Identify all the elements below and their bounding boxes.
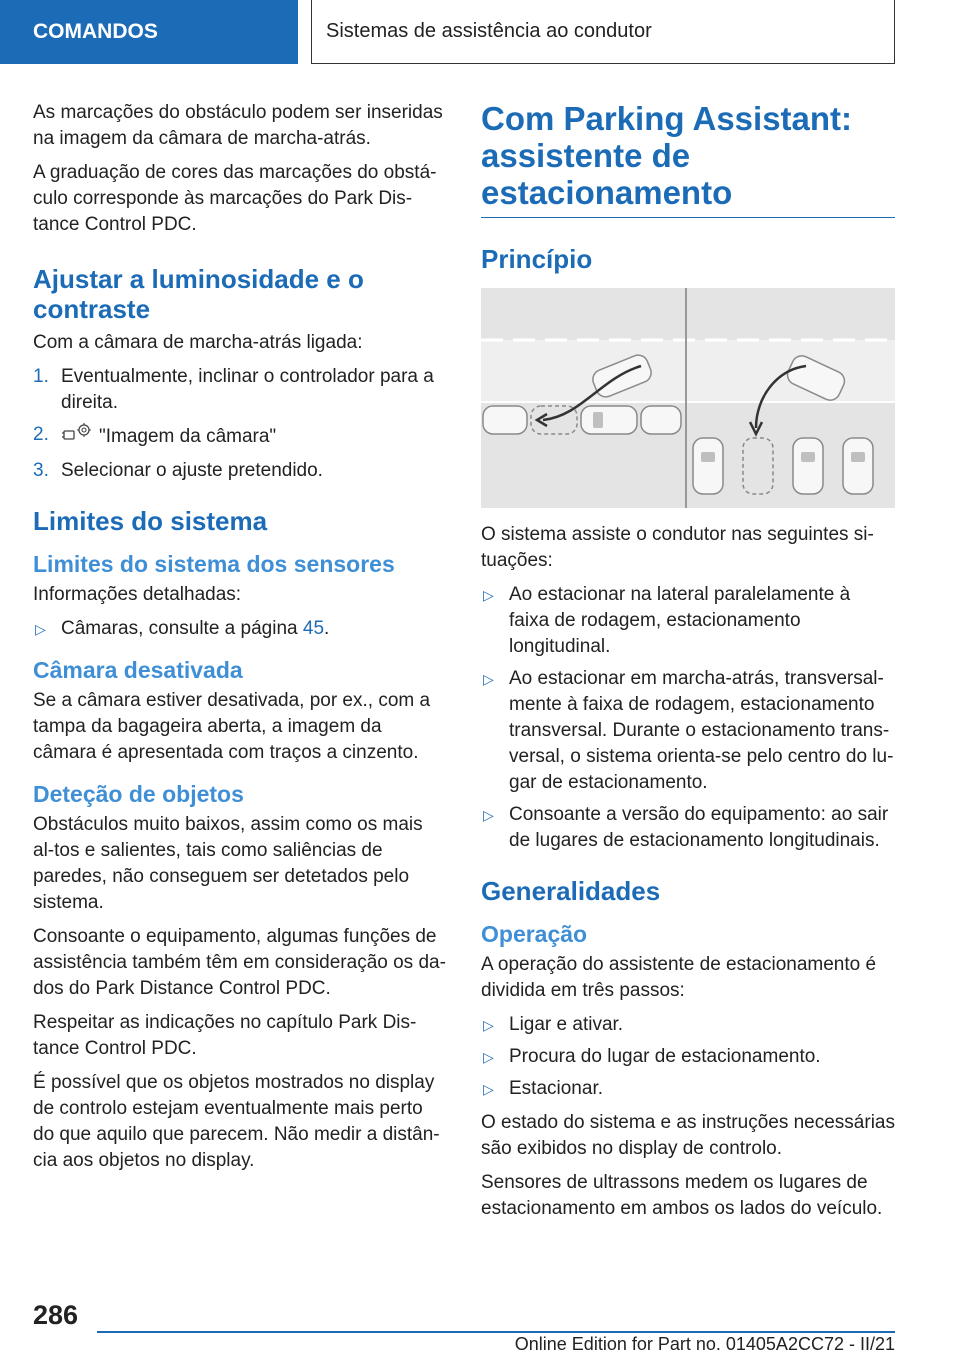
list-item	[481, 666, 895, 796]
paragraph: Com a câmara de marcha-atrás ligada:	[33, 332, 363, 353]
list-item	[481, 1044, 895, 1070]
footer-edition: Online Edition for Part no. 01405A2CC72 - II/21	[514, 1334, 895, 1354]
bullet-list	[481, 582, 895, 854]
list-item	[33, 458, 447, 484]
heading-sensor-limits: Limites do sistema dos sensores	[33, 551, 395, 577]
paragraph: Respeitar as indicações no capítulo Park Dis-tance Control PDC.	[33, 1012, 417, 1059]
paragraph: Informações detalhadas:	[33, 584, 242, 605]
main-heading: Com Parking Assistant: assistente de estacionamento	[481, 100, 895, 218]
list-item	[33, 364, 447, 416]
section-tab: COMANDOS	[0, 0, 298, 64]
heading-system-limits: Limites do sistema	[33, 506, 268, 536]
bullet-text-end: .	[324, 618, 330, 639]
triangle-bullet-icon: ▷	[483, 587, 494, 603]
step-number: 2.	[33, 424, 49, 445]
triangle-bullet-icon: ▷	[483, 1017, 494, 1033]
triangle-bullet-icon: ▷	[483, 807, 494, 823]
heading-general: Generalidades	[481, 876, 661, 906]
page-number: 286	[33, 1300, 79, 1330]
triangle-bullet-icon: ▷	[483, 1049, 494, 1065]
camera-icon	[61, 422, 93, 452]
bullet-text: Câmaras, consulte a página	[61, 618, 298, 639]
paragraph: Se a câmara estiver desativada, por ex., com a tampa da bagageira aberta, a imagem da câmara é apresentada com traços a cinzento.	[33, 690, 431, 763]
list-item	[33, 616, 447, 642]
list-item	[33, 422, 447, 452]
triangle-bullet-icon: ▷	[483, 1081, 494, 1097]
parking-illustration	[481, 288, 895, 508]
right-column	[481, 100, 895, 1230]
left-column	[33, 100, 447, 1182]
step-text: Eventualmente, inclinar o controlador para a direita.	[61, 366, 434, 413]
bullet-text: Procura do lugar de estacionamento.	[509, 1046, 821, 1067]
list-item	[481, 802, 895, 854]
paragraph: O sistema assiste o condutor nas seguintes si-tuações:	[481, 524, 874, 571]
page-link[interactable]: 45	[302, 618, 325, 639]
footer-divider	[97, 1331, 895, 1333]
heading-object-detection: Deteção de objetos	[33, 781, 244, 807]
triangle-bullet-icon: ▷	[483, 671, 494, 687]
bullet-list	[481, 1012, 895, 1102]
paragraph: A graduação de cores das marcações do obstá-culo corresponde às marcações do Park Dis-tance Control PDC.	[33, 162, 437, 235]
paragraph: Obstáculos muito baixos, assim como os mais al-tos e salientes, tais como saliências de paredes, não conseguem ser detetados pelo sistema.	[33, 814, 423, 913]
list-item	[481, 1012, 895, 1038]
paragraph: O estado do sistema e as instruções necessárias são exibidos no display de controlo.	[481, 1112, 895, 1159]
bullet-list	[33, 616, 447, 642]
paragraph: É possível que os objetos mostrados no display de controlo estejam eventualmente mais perto do que aquilo que parecem. Não medir a distân-cia aos objetos no display.	[33, 1072, 440, 1171]
bullet-text: Consoante a versão do equipamento: ao sair de lugares de estacionamento longitudinais.	[509, 804, 889, 851]
paragraph: Sensores de ultrassons medem os lugares de estacionamento em ambos os lados do veículo.	[481, 1172, 883, 1219]
bullet-text: Estacionar.	[509, 1078, 603, 1099]
chapter-title: Sistemas de assistência ao condutor	[311, 0, 895, 64]
step-text: "Imagem da câmara"	[99, 426, 277, 448]
step-number: 1.	[33, 366, 49, 387]
bullet-text: Ao estacionar na lateral paralelamente à faixa de rodagem, estacionamento longitudinal.	[509, 584, 851, 657]
step-number: 3.	[33, 460, 49, 481]
triangle-bullet-icon: ▷	[35, 621, 46, 637]
paragraph: Consoante o equipamento, algumas funções de assistência também têm em consideração os da-dos do Park Distance Control PDC.	[33, 926, 446, 999]
list-item	[481, 582, 895, 660]
heading-brightness: Ajustar a luminosidade e o contraste	[33, 264, 364, 324]
paragraph: As marcações do obstáculo podem ser inseridas na imagem da câmara de marcha-atrás.	[33, 102, 443, 149]
bullet-text: Ligar e ativar.	[509, 1014, 624, 1035]
bullet-text: Ao estacionar em marcha-atrás, transversal-mente à faixa de rodagem, estacionamento transversal. Durante o estacionamento trans-versal, o sistema orienta-se pelo centro do lu-gar de estacionamento.	[509, 668, 894, 793]
list-item	[481, 1076, 895, 1102]
paragraph: A operação do assistente de estacionamento é dividida em três passos:	[481, 954, 877, 1001]
step-text: Selecionar o ajuste pretendido.	[61, 460, 323, 481]
heading-camera-disabled: Câmara desativada	[33, 657, 243, 683]
heading-principle: Princípio	[481, 244, 593, 274]
steps-list	[33, 364, 447, 484]
heading-operation: Operação	[481, 921, 588, 947]
